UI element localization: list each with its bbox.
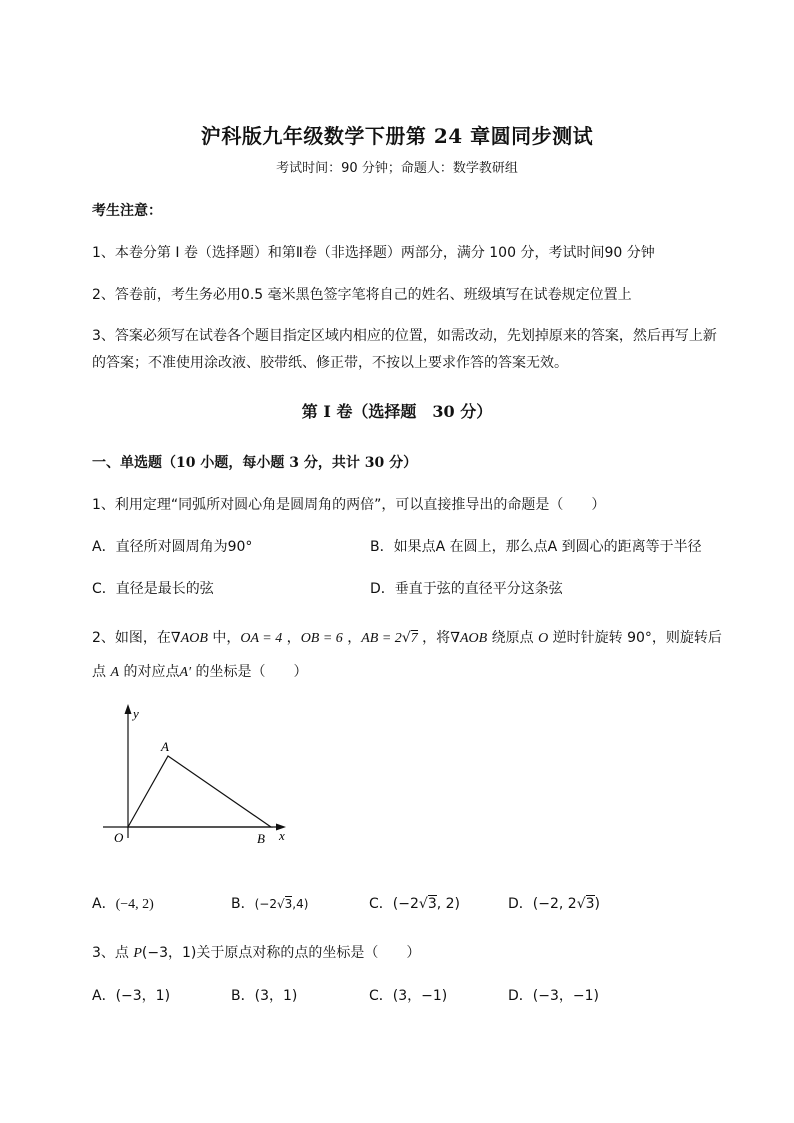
notice-heading: 考生注意： — [92, 203, 162, 219]
question-1-option-a: A．直径所对圆周角为90° — [92, 539, 253, 555]
option-b-radicand: 3 — [284, 897, 293, 911]
option-c-value-post: , 2) — [436, 896, 461, 912]
option-letter: D． — [508, 896, 533, 912]
point-a-label: A — [161, 739, 169, 754]
question-3-option-c: C．(3，−1) — [369, 988, 448, 1004]
page-title: 沪科版九年级数学下册第 24 章圆同步测试 — [200, 124, 594, 148]
q2-text: 点 — [92, 664, 111, 680]
q2-ob: OB = 6 — [300, 631, 343, 646]
exam-info: 考试时间：90 分钟；命题人：数学教研组 — [276, 161, 518, 176]
q2-point-a-prime: A′ — [179, 665, 192, 680]
option-d-radicand: 3 — [585, 896, 595, 912]
option-b-value-post: ,4) — [292, 897, 309, 911]
q2-ab-radicand: 7 — [410, 631, 418, 646]
question-3-stem — [92, 942, 420, 962]
question-2-option-c — [369, 893, 460, 913]
q2-point-a: A — [110, 665, 120, 680]
y-axis-label: y — [133, 706, 139, 721]
q2-text: ，将 — [417, 630, 451, 646]
q2-triangle-aob: ∇AOB — [170, 631, 208, 646]
part-heading: 一、单选题（10 小题，每小题 3 分，共计 30 分） — [92, 455, 418, 471]
option-letter: B． — [231, 896, 255, 912]
option-a-value: (−4, 2) — [115, 897, 154, 912]
q3-point-p: P — [133, 946, 142, 961]
question-2-stem-line-1 — [92, 627, 722, 647]
q2-text: 2、如图，在 — [92, 630, 171, 646]
option-letter: C． — [369, 896, 393, 912]
point-b-label: B — [257, 831, 265, 846]
question-3-option-a: A．(−3，1) — [92, 988, 171, 1004]
q3-text: 3、点 — [92, 945, 134, 961]
q2-oa: OA = 4 — [240, 631, 283, 646]
question-2-option-d — [508, 893, 600, 913]
q2-text: ， — [282, 630, 301, 646]
option-d-value-post: ) — [594, 896, 601, 912]
sqrt-sign: √ — [401, 630, 411, 646]
question-1-option-d: D．垂直于弦的直径平分这条弦 — [370, 581, 563, 597]
x-axis-label: x — [279, 828, 285, 843]
notice-item-2: 2、答卷前，考生务必用0.5 毫米黑色签字笔将自己的姓名、班级填写在试卷规定位置上 — [92, 287, 632, 303]
q2-text: 的坐标是（ ） — [191, 664, 308, 680]
question-1-option-b: B．如果点A 在圆上，那么点A 到圆心的距离等于半径 — [370, 539, 702, 555]
question-1-stem: 1、利用定理“同弧所对圆心角是圆周角的两倍”，可以直接推导出的命题是（ ） — [92, 497, 606, 513]
option-letter: A． — [92, 896, 116, 912]
option-b-value-pre: (−2 — [254, 897, 277, 911]
notice-item-3: 3、答案必须写在试卷各个题目指定区域内相应的位置，如需改动，先划掉原来的答案，然后再写上新 — [92, 328, 717, 344]
notice-item-3-cont: 的答案；不准使用涂改液、胶带纸、修正带，不按以上要求作答的答案无效。 — [92, 355, 568, 371]
question-3-option-b: B．(3，1) — [231, 988, 298, 1004]
question-2-option-b — [231, 893, 308, 913]
q2-ab: AB = 2 — [361, 631, 402, 646]
sqrt-sign: √ — [576, 896, 586, 912]
q2-text: ， — [342, 630, 362, 646]
triangle-aob — [128, 756, 271, 827]
option-d-value-pre: (−2, 2 — [532, 896, 577, 912]
notice-item-1: 1、本卷分第 I 卷（选择题）和第Ⅱ卷（非选择题）两部分，满分 100 分，考试时间90 分钟 — [92, 245, 655, 261]
question-1-option-c: C．直径是最长的弦 — [92, 581, 214, 597]
q2-triangle-aob: ∇AOB — [450, 631, 488, 646]
question-2-stem-line-2 — [92, 661, 308, 681]
question-3-option-d: D．(−3，−1) — [508, 988, 599, 1004]
q3-text: (−3，1)关于原点对称的点的坐标是（ ） — [141, 945, 421, 961]
sqrt-sign: √ — [418, 896, 428, 912]
question-2-option-a — [92, 893, 154, 913]
q2-text: 逆时针旋转 90°，则旋转后 — [548, 630, 722, 646]
q2-text: 绕原点 — [487, 630, 539, 646]
question-2-figure — [95, 700, 305, 850]
option-c-radicand: 3 — [427, 896, 437, 912]
section-title: 第 I 卷（选择题 30 分） — [301, 402, 493, 421]
q2-origin: O — [538, 631, 549, 646]
y-axis-arrow — [125, 704, 132, 714]
q2-text: 中， — [207, 630, 241, 646]
option-c-value-pre: (−2 — [392, 896, 419, 912]
sqrt-sign: √ — [276, 897, 285, 911]
q2-text: 的对应点 — [119, 664, 180, 680]
origin-label: O — [114, 830, 124, 845]
